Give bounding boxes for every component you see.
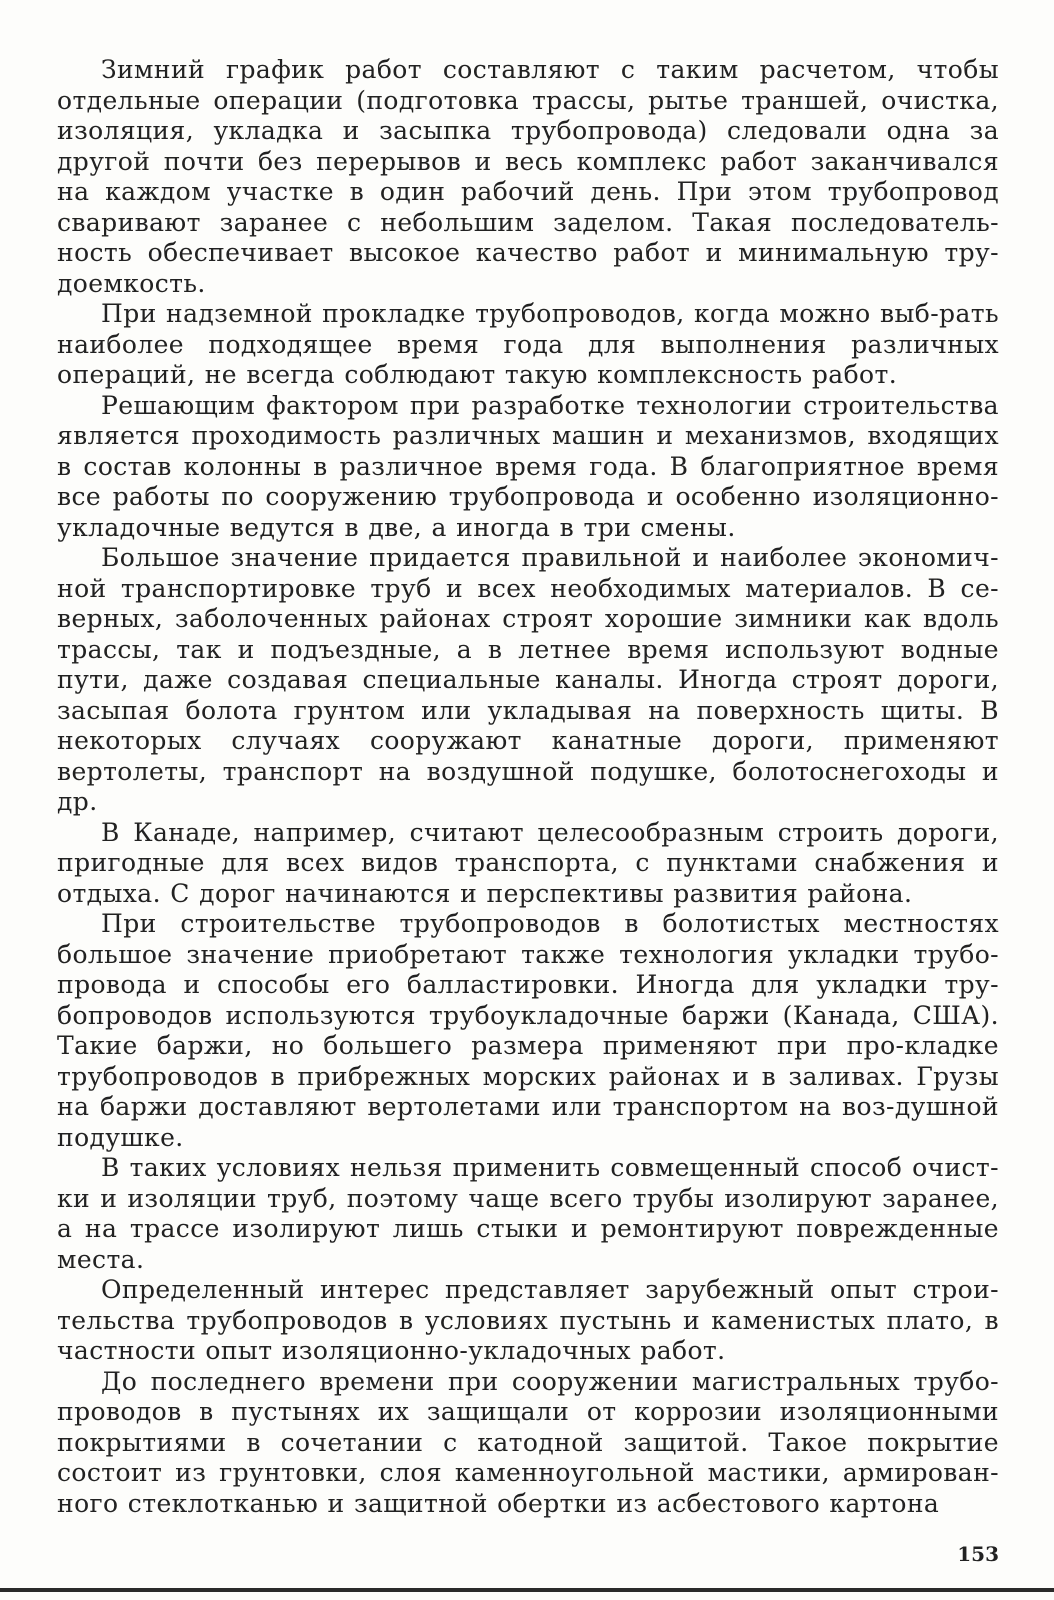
body-text xyxy=(57,55,999,1519)
paragraph-foreign-experience: Определенный интерес представляет зарубежный опыт строи-тельства трубопроводов в условиях пустынь и каменистых плато, в частности опыт изоляционно-укладочных работ. xyxy=(57,1275,999,1365)
paragraph-canada-roads: В Канаде, например, считают целесообразным строить дороги, пригодные для всех видов транспорта, с пунктами снабжения и отдыха. С дорог начинаются и перспективы развития района. xyxy=(57,817,999,908)
paragraph-insulation-conditions: В таких условиях нельзя применить совмещенный способ очист-ки и изоляции труб, поэтому чаще всего трубы изолируют заранее, а на трассе изолируют лишь стыки и ремонтируют поврежденные места. xyxy=(57,1153,999,1274)
paragraph-swamp-construction: При строительстве трубопроводов в болотистых местностях большое значение приобретают также технология укладки трубо-провода и способы его балластировки. Иногда для укладки тру-бопроводов используются трубоукладочные баржи (Канада, США). Такие баржи, но большего размера применяют при про-кладке трубопроводов в прибрежных морских районах и в заливах. Грузы на баржи доставляют вертолетами или транспортом на воз-душной подушке. xyxy=(57,909,999,1152)
paragraph-desert-coatings: До последнего времени при сооружении магистральных трубо-проводов в пустынях их защищали от коррозии изоляционными покрытиями в сочетании с катодной защитой. Такое покрытие состоит из грунтовки, слоя каменноугольной мастики, армирован-ного стеклотканью и защитной обертки из асбестового картона xyxy=(57,1366,999,1518)
paragraph-above-ground: При надземной прокладке трубопроводов, когда можно выб-рать наиболее подходящее время года для выполнения различных операций, не всегда соблюдают такую комплексность работ. xyxy=(57,299,999,389)
page-number: 153 xyxy=(957,1542,999,1566)
paragraph-decisive-factor: Решающим фактором при разработке технологии строительства является проходимость различных машин и механизмов, входящих в состав колонны в различное время года. В благоприятное время все работы по сооружению трубопровода и особенно изоляционно-укладочные ведутся в две, а иногда в три смены. xyxy=(57,390,999,542)
paragraph-transportation: Большое значение придается правильной и наиболее экономич-ной транспортировке труб и всех необходимых материалов. В се-верных, заболоченных районах строят хорошие зимники как вдоль трассы, так и подъездные, а в летнее время используют водные пути, даже создавая специальные каналы. Иногда строят дороги, засыпая болота грунтом или укладывая на поверхность щиты. В некоторых случаях сооружают канатные дороги, применяют вертолеты, транспорт на воздушной подушке, болотоснегоходы и др. xyxy=(57,543,999,816)
bottom-edge-divider xyxy=(0,1588,1054,1592)
paragraph-winter-schedule: Зимний график работ составляют с таким расчетом, чтобы отдельные операции (подготовка трассы, рытье траншей, очистка, изоляция, укладка и засыпка трубопровода) следовали одна за другой почти без перерывов и весь комплекс работ заканчивался на каждом участке в один рабочий день. При этом трубопровод сваривают заранее с небольшим заделом. Такая последователь-ность обеспечивает высокое качество работ и минимальную тру-доемкость. xyxy=(57,55,999,298)
